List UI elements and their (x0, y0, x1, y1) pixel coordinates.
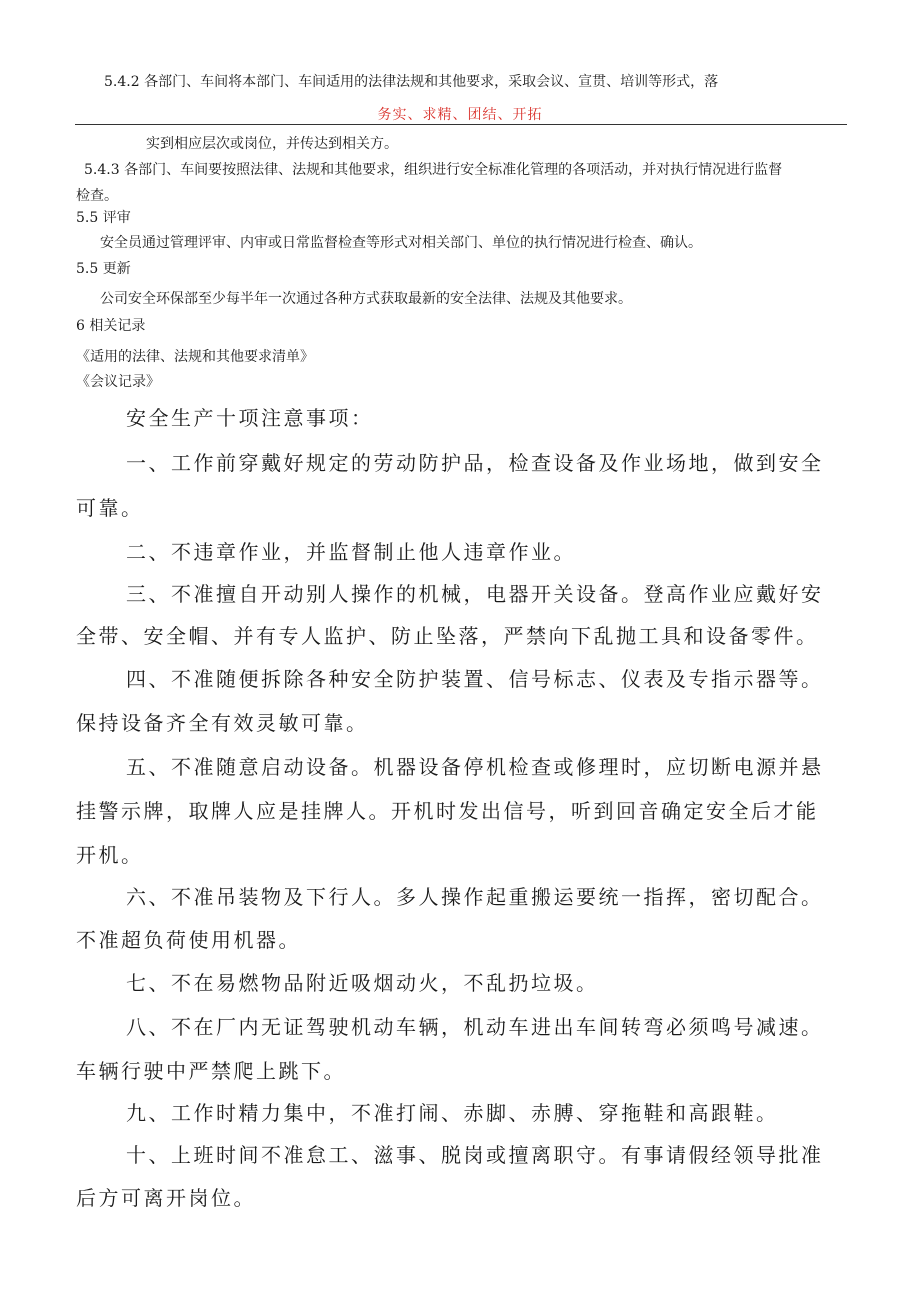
rule-5-line-3: 开机。 (76, 843, 144, 867)
rule-1-line-1: 一、工作前穿戴好规定的劳动防护品，检查设备及作业场地，做到安全 (126, 451, 824, 475)
heading-records: 6 相关记录 (76, 318, 146, 334)
rule-8-line-2: 车辆行驶中严禁爬上跳下。 (76, 1059, 346, 1083)
rule-6-line-1: 六、不准吊装物及下行人。多人操作起重搬运要统一指挥，密切配合。 (126, 885, 824, 909)
safety-rules-title: 安全生产十项注意事项： (126, 406, 374, 430)
rule-4-line-2: 保持设备齐全有效灵敏可靠。 (76, 711, 369, 735)
review-text: 安全员通过管理评审、内审或日常监督检查等形式对相关部门、单位的执行情况进行检查、确认。 (100, 235, 702, 251)
rule-10-line-1: 十、上班时间不准怠工、滋事、脱岗或擅离职守。有事请假经领导批准 (126, 1143, 824, 1167)
clause-5-4-2-line-2: 实到相应层次或岗位，并传达到相关方。 (146, 136, 398, 152)
header-motto: 务实、求精、团结、开拓 (377, 107, 543, 123)
rule-3-line-2: 全带、安全帽、并有专人监护、防止坠落，严禁向下乱抛工具和设备零件。 (76, 624, 819, 648)
heading-review: 5.5 评审 (76, 210, 131, 226)
rule-1-line-2: 可靠。 (76, 496, 144, 520)
rule-5-line-2: 挂警示牌，取牌人应是挂牌人。开机时发出信号，听到回音确定安全后才能 (76, 799, 819, 823)
rule-8-line-1: 八、不在厂内无证驾驶机动车辆，机动车进出车间转弯必须鸣号减速。 (126, 1015, 824, 1039)
rule-3-line-1: 三、不准擅自开动别人操作的机械，电器开关设备。登高作业应戴好安 (126, 582, 824, 606)
rule-6-line-2: 不准超负荷使用机器。 (76, 928, 301, 952)
record-item-2: 《会议记录》 (76, 374, 160, 390)
heading-update: 5.5 更新 (76, 261, 131, 277)
clause-5-4-3-line-1: 5.4.3 各部门、车间要按照法律、法规和其他要求，组织进行安全标准化管理的各项活动，并对执行情况进行监督 (84, 162, 783, 178)
rule-7-line-1: 七、不在易燃物品附近吸烟动火，不乱扔垃圾。 (126, 971, 599, 995)
update-text: 公司安全环保部至少每半年一次通过各种方式获取最新的安全法律、法规及其他要求。 (100, 291, 632, 307)
record-item-1: 《适用的法律、法规和其他要求清单》 (76, 349, 314, 365)
rule-2-line-1: 二、不违章作业，并监督制止他人违章作业。 (126, 540, 576, 564)
clause-5-4-2-line-1: 5.4.2 各部门、车间将本部门、车间适用的法律法规和其他要求，采取会议、宣贯、培训等形式，落 (104, 74, 719, 90)
rule-4-line-1: 四、不准随便拆除各种安全防护装置、信号标志、仪表及专指示器等。 (126, 667, 824, 691)
header-divider (75, 124, 847, 125)
rule-10-line-2: 后方可离开岗位。 (76, 1186, 256, 1210)
rule-9-line-1: 九、工作时精力集中，不准打闹、赤脚、赤膊、穿拖鞋和高跟鞋。 (126, 1101, 779, 1125)
rule-5-line-1: 五、不准随意启动设备。机器设备停机检查或修理时，应切断电源并悬 (126, 755, 824, 779)
clause-5-4-3-line-2: 检查。 (76, 188, 118, 204)
